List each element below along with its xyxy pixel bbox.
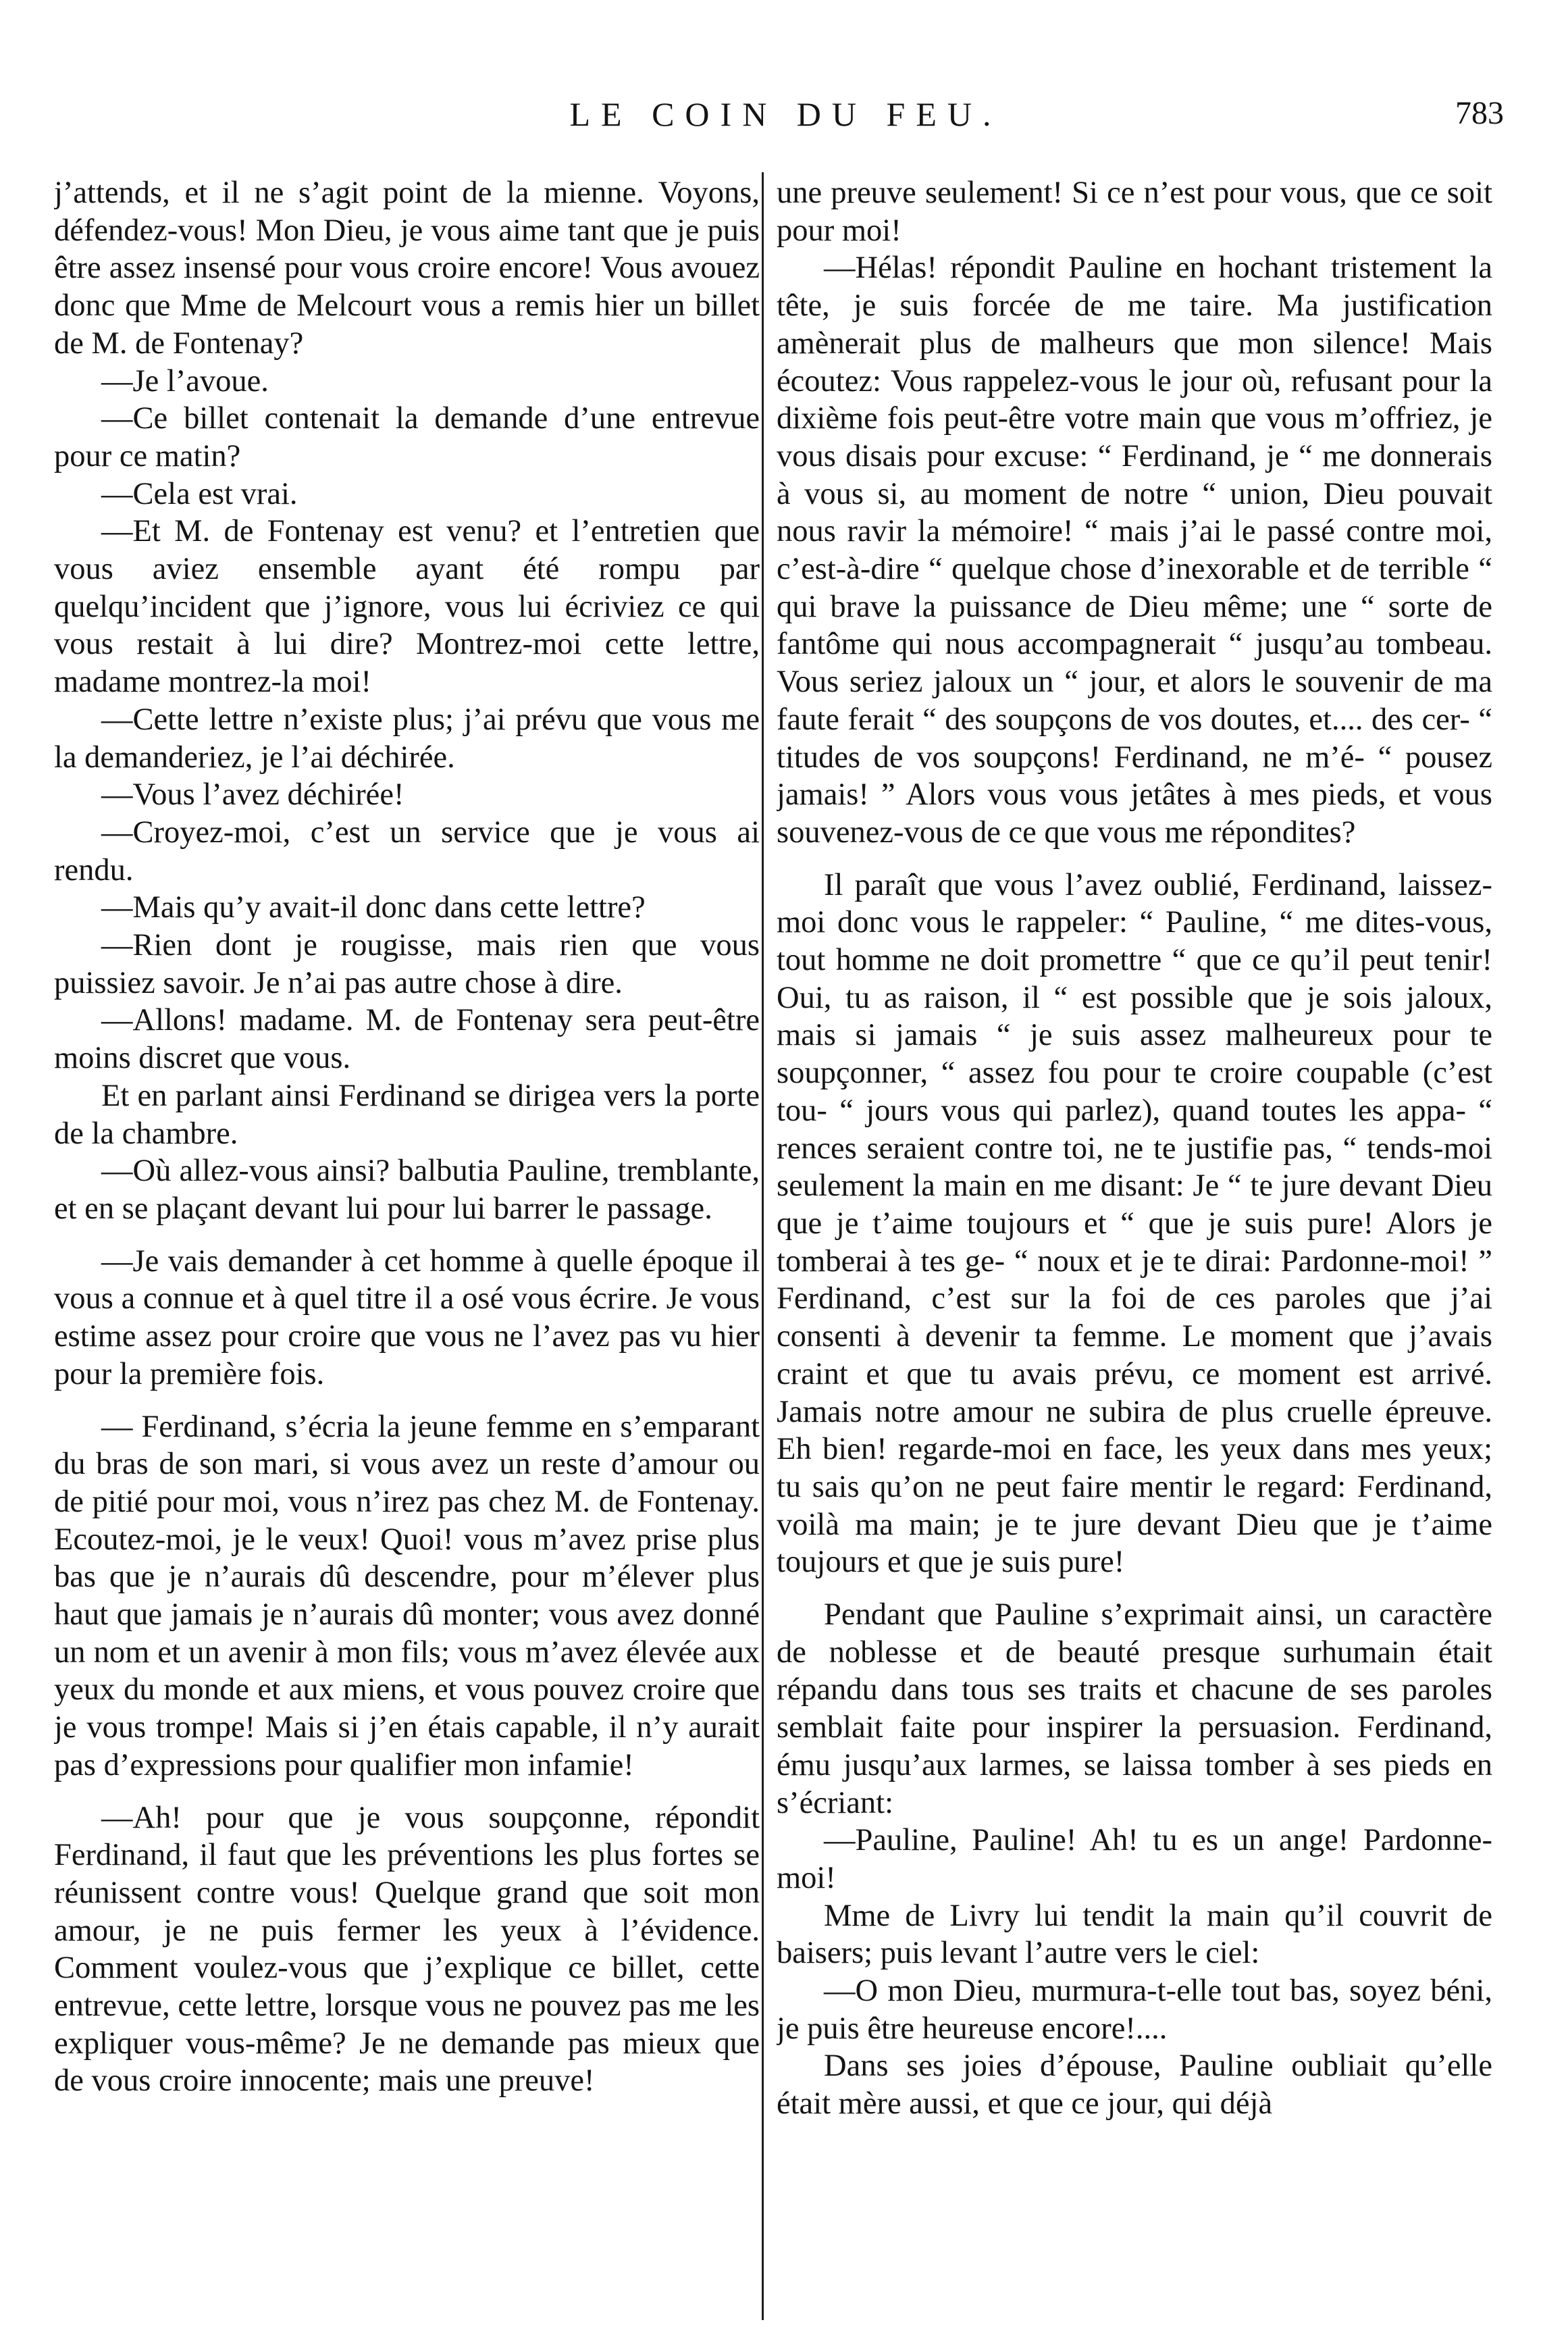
paragraph: —Mais qu’y avait-il donc dans cette lettre? — [101, 890, 646, 925]
paragraph: —Ce billet contenait la demande d’une entrevue pour ce matin? — [54, 401, 760, 473]
left-column — [54, 174, 760, 2322]
paragraph: —Ah! pour que je vous soupçonne, répondit Ferdinand, il faut que les préventions les plus fortes se réunissent contre vous! Quelque grand que soit mon amour, je ne puis fermer les yeux à l’évidence. Comment voulez-vous que j’explique ce billet, cette entrevue, cette lettre, lorsque vous ne pouvez pas me les expliquer vous-même? Je ne demande pas mieux que de vous croire innocente; mais une preuve! — [54, 1800, 760, 2099]
paragraph: Pendant que Pauline s’exprimait ainsi, un caractère de noblesse et de beauté presque surhumain était répandu dans tous ses traits et chacune de ses paroles semblait faite pour inspirer la persuasion. Ferdinand, ému jusqu’aux larmes, se laissa tomber à ses pieds en s’écriant: — [777, 1597, 1492, 1820]
paragraph: —Hélas! répondit Pauline en hochant tristement la tête, je suis forcée de me taire. Ma justification amènerait plus de malheurs que mon silence! Mais écoutez: Vous rappelez-vous le jour où, refusant pour la dixième fois peut-être votre main que vous m’offriez, je vous disais pour excuse: “ Ferdinand, je “ me donnerais à vous si, au moment de notre “ union, Dieu pouvait nous ravir la mémoire! “ mais j’ai le passé contre moi, c’est-à-dire “ quelque chose d’inexorable et de terrible “ qui brave la puissance de Dieu même; une “ sorte de fantôme qui nous accompagnerait “ jusqu’au tombeau. Vous seriez jaloux un “ jour, et alors le souvenir de ma faute ferait “ des soupçons de vos doutes, et.... des cer- “ titudes de vos soupçons! Ferdinand, ne m’é- “ pousez jamais! ” Alors vous vous jetâtes à mes pieds, et vous souvenez-vous de ce que vous me répondites? — [777, 251, 1492, 850]
paragraph: —Vous l’avez déchirée! — [101, 777, 404, 813]
paragraph: —Je l’avoue. — [101, 363, 269, 399]
paragraph: Dans ses joies d’épouse, Pauline oubliait qu’elle était mère aussi, et que ce jour, qui déjà — [777, 2049, 1492, 2122]
paragraph: — Ferdinand, s’écria la jeune femme en s’emparant du bras de son mari, si vous avez un reste d’amour ou de pitié pour moi, vous n’irez pas chez M. de Fontenay. Ecoutez-moi, je le veux! Quoi! vous m’avez prise plus bas que je n’aurais dû descendre, pour m’élever plus haut que jamais je n’aurais dû monter; vous avez donné un nom et un avenir à mon fils; vous m’avez élevée aux yeux du monde et aux miens, et vous pouvez croire que je vous trompe! Mais si j’en étais capable, il n’y aurait pas d’expressions pour qualifier mon infamie! — [54, 1409, 760, 1782]
paragraph: —Je vais demander à cet homme à quelle époque il vous a connue et à quel titre il a osé vous écrire. Je vous estime assez pour croire que vous ne l’avez pas vu hier pour la première fois. — [54, 1243, 760, 1391]
running-head — [41, 95, 1504, 155]
paragraph: —Et M. de Fontenay est venu? et l’entretien que vous aviez ensemble ayant été rompu par quelqu’incident que j’ignore, vous lui écriviez ce qui vous restait à lui dire? Montrez-moi cette lettre, madame montrez-la moi! — [54, 514, 760, 700]
paragraph: —O mon Dieu, murmura-t-elle tout bas, soyez béni, je puis être heureuse encore!.... — [777, 1974, 1492, 2046]
page-number: 783 — [1455, 95, 1504, 131]
paragraph: Et en parlant ainsi Ferdinand se dirigea vers la porte de la chambre. — [54, 1078, 760, 1151]
paragraph: —Cela est vrai. — [101, 476, 298, 511]
paragraph: —Allons! madame. M. de Fontenay sera peut-être moins discret que vous. — [54, 1003, 760, 1076]
paragraph: —Croyez-moi, c’est un service que je vous ai rendu. — [54, 815, 760, 888]
paragraph: Mme de Livry lui tendit la main qu’il couvrit de baisers; puis levant l’autre vers le ciel: — [777, 1898, 1492, 1971]
paragraph: j’attends, et il ne s’agit point de la mienne. Voyons, défendez-vous! Mon Dieu, je vous aime tant que je puis être assez insensé pour vous croire encore! Vous avouez donc que Mme de Melcourt vous a remis hier un billet de M. de Fontenay? — [54, 176, 760, 361]
paragraph: —Rien dont je rougisse, mais rien que vous puissiez savoir. Je n’ai pas autre chose à dire. — [54, 928, 760, 1000]
paragraph: —Pauline, Pauline! Ah! tu es un ange! Pardonne-moi! — [777, 1823, 1492, 1895]
paragraph: —Cette lettre n’existe plus; j’ai prévu que vous me la demanderiez, je l’ai déchirée. — [54, 702, 760, 775]
paragraph: une preuve seulement! Si ce n’est pour vous, que ce soit pour moi! — [777, 176, 1492, 248]
paragraph: —Où allez-vous ainsi? balbutia Pauline, tremblante, et en se plaçant devant lui pour lui barrer le passage. — [54, 1154, 760, 1226]
right-column — [777, 174, 1492, 2322]
running-title: LE COIN DU FEU. — [569, 95, 1002, 133]
paragraph: Il paraît que vous l’avez oublié, Ferdinand, laissez-moi donc vous le rappeler: “ Pauline, “ me dites-vous, tout homme ne doit promettre “ que ce qu’il peut tenir! Oui, tu as raison, il “ est possible que je sois jaloux, mais si jamais “ je suis assez malheureux pour te soupçonner, “ assez fou pour te croire coupable (c’est tou- “ jours vous qui parlez), quand toutes les appa- “ rences seraient contre toi, ne te justifie pas, “ tends-moi seulement la main en me disant: Je “ te jure devant Dieu que je t’aime toujours et “ que je suis pure! Alors je tomberai à tes ge- “ noux et je te dirai: Pardonne-moi! ” Ferdinand, c’est sur la foi de ces paroles que j’ai consenti à devenir ta femme. Le moment que j’avais craint et que tu avais prévu, ce moment est arrivé. Jamais notre amour ne subira de plus cruelle épreuve. Eh bien! regarde-moi en face, les yeux dans mes yeux; tu sais qu’on ne peut faire mentir le regard: Ferdinand, voilà ma main; je te jure devant Dieu que je t’aime toujours et que je suis pure! — [777, 867, 1492, 1580]
column-divider — [762, 172, 764, 2320]
